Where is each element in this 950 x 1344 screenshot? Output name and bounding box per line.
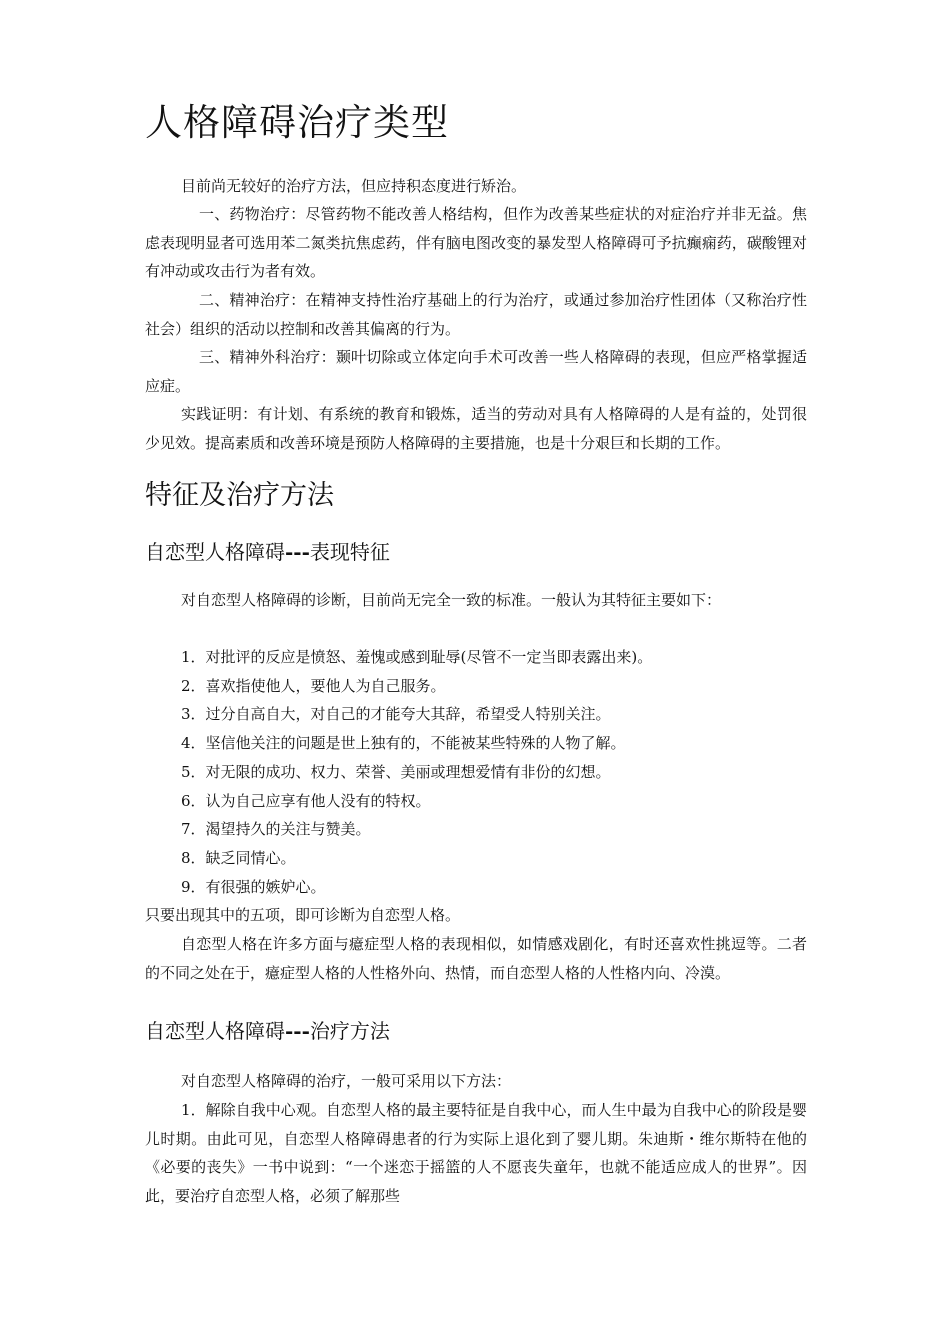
list-item: 5．对无限的成功、权力、荣誉、美丽或理想爱情有非份的幻想。: [181, 762, 611, 781]
list-item: 9．有很强的嫉妒心。: [181, 877, 326, 896]
page-title: 人格障碍治疗类型: [145, 101, 449, 144]
subsection-dashes: ---: [285, 1019, 310, 1043]
treatment-intro: 对自恋型人格障碍的治疗，一般可采用以下方法：: [181, 1072, 512, 1090]
subsection-prefix: 自恋型人格障碍: [145, 1019, 285, 1043]
list-item: 7．渴望持久的关注与赞美。: [181, 820, 371, 839]
psychotherapy-paragraph: 二、精神治疗：在精神支持性治疗基础上的行为治疗，或通过参加治疗性团体（又称治疗性社会）组织的活动以控制和改善其偏离的行为。: [145, 291, 807, 338]
list-item: 2．喜欢指使他人，要他人为自己服务。: [181, 676, 446, 695]
feature-list: [181, 643, 652, 901]
features-intro: 对自恋型人格障碍的诊断，目前尚无完全一致的标准。一般认为其特征主要如下：: [181, 591, 722, 609]
subsection-dashes: ---: [285, 540, 310, 564]
list-item: 8．缺乏同情心。: [181, 848, 296, 867]
psychosurgery-paragraph: 三、精神外科治疗：颞叶切除或立体定向手术可改善一些人格障碍的表现，但应严格掌握适应症。: [145, 348, 807, 395]
section-title: 特征及治疗方法: [145, 480, 334, 511]
list-item: 3．过分自高自大，对自己的才能夸大其辞，希望受人特别关注。: [181, 705, 611, 724]
subsection-suffix: 表现特征: [309, 540, 390, 564]
subsection-prefix: 自恋型人格障碍: [145, 540, 285, 564]
intro-paragraph: 目前尚无较好的治疗方法，但应持积态度进行矫治。: [181, 177, 527, 195]
subsection-title-features: [145, 537, 390, 567]
subsection-suffix: 治疗方法: [309, 1019, 390, 1043]
treatment-paragraph-1: 1．解除自我中心观。自恋型人格的最主要特征是自我中心，而人生中最为自我中心的阶段是婴儿时期。由此可见，自恋型人格障碍患者的行为实际上退化到了婴儿期。朱迪斯・维尔斯特在他的《必要的丧失》一书中说到：“一个迷恋于摇篮的人不愿丧失童年，也就不能适应成人的世界”。因此，要治疗自恋型人格，必须了解那些: [145, 1101, 807, 1206]
list-item: 4．坚信他关注的问题是世上独有的，不能被某些特殊的人物了解。: [181, 734, 626, 753]
comparison-paragraph: 自恋型人格在许多方面与癔症型人格的表现相似，如情感戏剧化，有时还喜欢性挑逗等。二者的不同之处在于，癔症型人格的人性格外向、热情，而自恋型人格的人性格内向、冷漠。: [145, 935, 807, 982]
diagnosis-note: 只要出现其中的五项，即可诊断为自恋型人格。: [145, 906, 461, 924]
practice-paragraph: 实践证明：有计划、有系统的教育和锻炼，适当的劳动对具有人格障碍的人是有益的，处罚很少见效。提高素质和改善环境是预防人格障碍的主要措施，也是十分艰巨和长期的工作。: [145, 405, 807, 452]
list-item: 1．对批评的反应是愤怒、羞愧或感到耻辱(尽管不一定当即表露出来)。: [181, 648, 653, 666]
list-item: 6．认为自己应享有他人没有的特权。: [181, 791, 431, 810]
drug-treatment-paragraph: 一、药物治疗：尽管药物不能改善人格结构，但作为改善某些症状的对症治疗并非无益。焦虑表现明显者可选用苯二氮类抗焦虑药，伴有脑电图改变的暴发型人格障碍可予抗癫痫药，碳酸锂对有冲动或攻击行为者有效。: [145, 205, 807, 281]
subsection-title-treatment: [145, 1016, 390, 1046]
